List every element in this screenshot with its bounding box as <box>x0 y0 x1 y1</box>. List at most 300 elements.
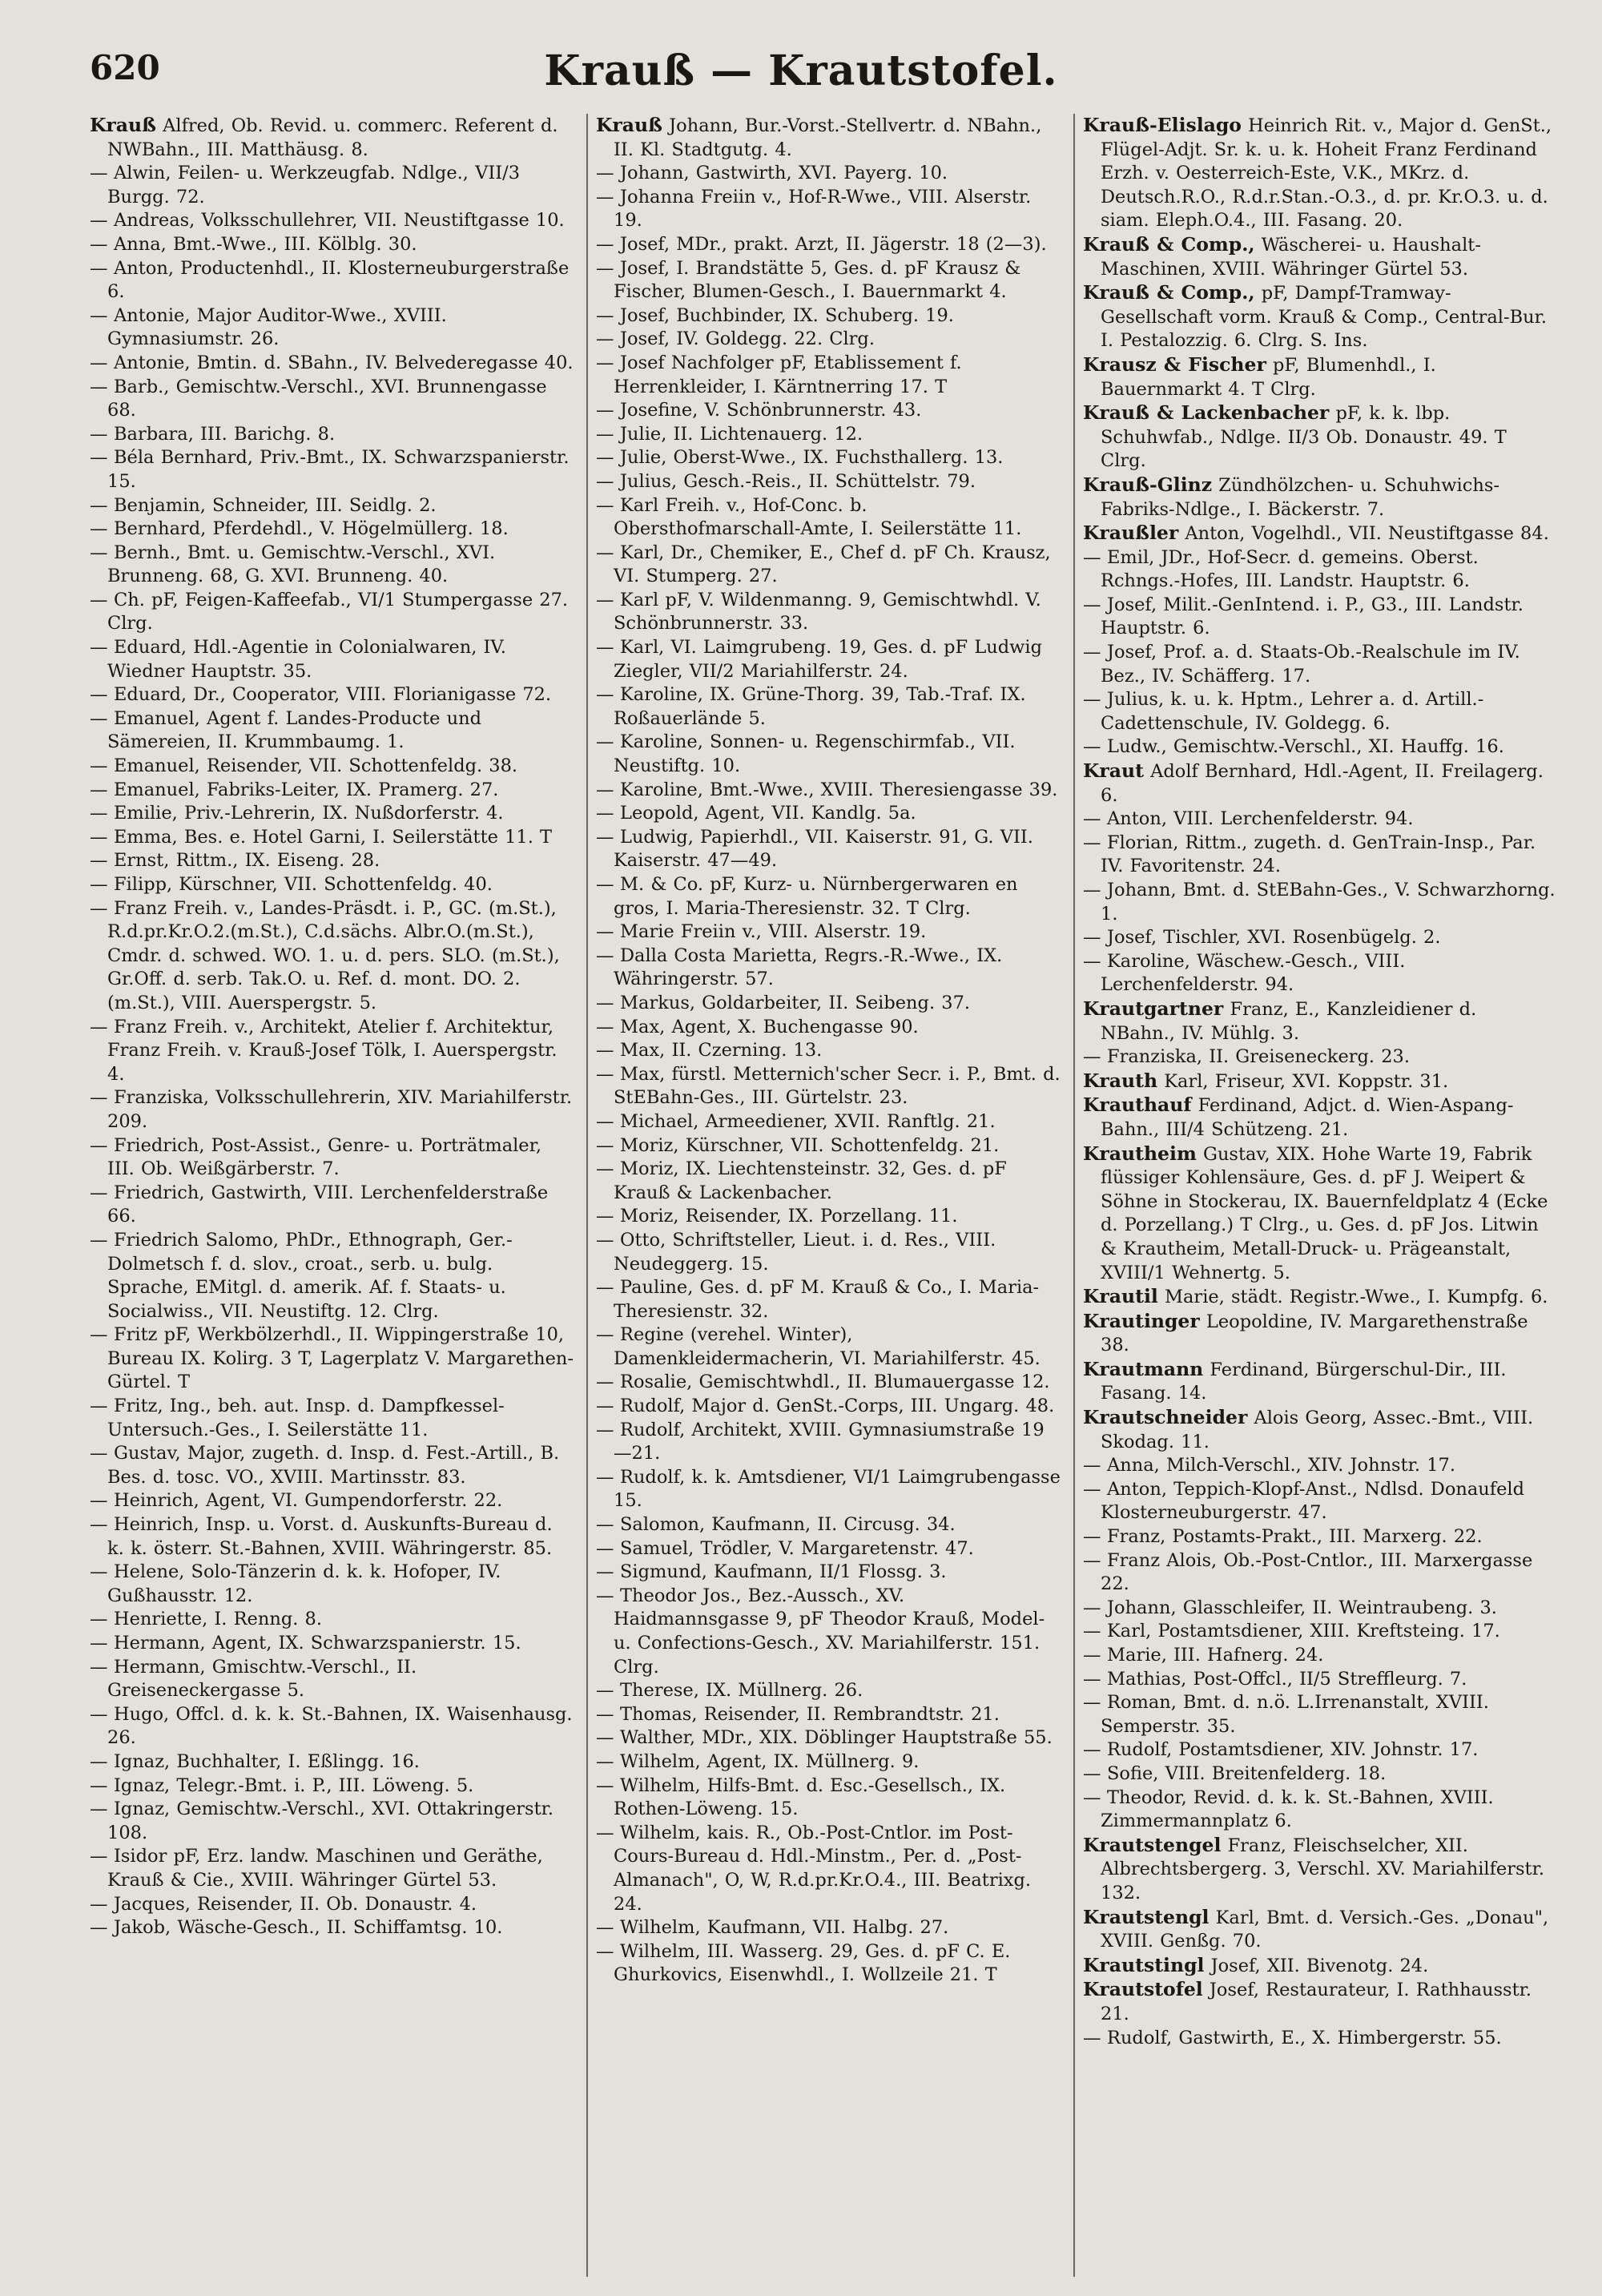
ditto-dash: — <box>596 1372 614 1393</box>
directory-entry <box>1083 1285 1556 1310</box>
entry-surname: Krautstingl <box>1083 1953 1205 1976</box>
directory-entry <box>90 1656 574 1703</box>
ditto-dash: — <box>90 826 108 848</box>
entry-details: pF, Blumenhdl., I. Bauernmarkt 4. T Clrg. <box>1101 354 1436 400</box>
directory-entry <box>90 589 574 636</box>
entry-surname: Krauthauf <box>1083 1094 1192 1117</box>
directory-entry <box>596 542 1061 589</box>
entry-details: Karl Freih. v., Hof-Conc. b. Obersthofmarschall-Amte, I. Seilerstätte 11. <box>614 494 1022 540</box>
entry-surname: Krautstengl <box>1083 1905 1210 1928</box>
ditto-dash: — <box>90 1774 108 1796</box>
directory-entry <box>596 1134 1061 1158</box>
entry-details: Heinrich, Insp. u. Vorst. d. Auskunfts-Bureau d. k. k. österr. St.-Bahnen, XVIII. Währingerstr. 85. <box>107 1514 553 1559</box>
ditto-dash: — <box>90 1893 108 1915</box>
page-header <box>0 42 1602 106</box>
ditto-dash: — <box>1083 1621 1101 1642</box>
entry-details: Ignaz, Gemischtw.-Verschl., XVI. Ottakringerstr. 108. <box>107 1799 554 1843</box>
directory-entry <box>1083 1310 1556 1358</box>
entry-details: Emil, JDr., Hof-Secr. d. gemeins. Oberst. Rchngs.-Hofes, III. Landstr. Hauptstr. 6. <box>1101 546 1479 592</box>
ditto-dash: — <box>90 589 108 610</box>
directory-entry <box>90 755 574 779</box>
entry-details: Max, Agent, X. Buchengasse 90. <box>620 1016 919 1037</box>
ditto-dash: — <box>596 423 614 445</box>
ditto-dash: — <box>90 874 108 895</box>
directory-entry <box>1083 1597 1556 1621</box>
ditto-dash: — <box>1083 832 1101 853</box>
directory-entry <box>596 873 1061 920</box>
directory-entry <box>90 1016 574 1087</box>
entry-surname: Krautgartner <box>1083 997 1224 1020</box>
ditto-dash: — <box>596 400 614 421</box>
entry-details: Henriette, I. Renng. 8. <box>114 1609 323 1630</box>
directory-entry <box>596 470 1061 494</box>
entry-details: Otto, Schriftsteller, Lieut. i. d. Res., VIII. Neudeggerg. 15. <box>614 1229 996 1275</box>
directory-entry <box>1083 926 1556 950</box>
directory-entry <box>596 802 1061 826</box>
entry-details: Antonie, Major Auditor-Wwe., XVIII. Gymnasiumstr. 26. <box>107 304 447 350</box>
directory-entry <box>90 1845 574 1892</box>
entry-details: Rudolf, k. k. Amtsdiener, VI/1 Laimgrubengasse 15. <box>614 1466 1061 1512</box>
entry-details: Josef, Restaurateur, I. Rathhausstr. 21. <box>1101 1980 1532 2024</box>
directory-entry <box>90 114 574 162</box>
ditto-dash: — <box>596 1537 614 1559</box>
directory-entry <box>1083 1691 1556 1738</box>
directory-entry <box>596 920 1061 945</box>
ditto-dash: — <box>1083 1786 1101 1808</box>
entry-details: Wilhelm, Kaufmann, VII. Halbg. 27. <box>620 1917 949 1939</box>
ditto-dash: — <box>1083 1597 1101 1618</box>
directory-entry <box>90 1561 574 1608</box>
entry-details: Leopoldine, IV. Margarethenstraße 38. <box>1101 1311 1528 1356</box>
entry-details: Emanuel, Agent f. Landes-Producte und Sämereien, II. Krummbaumg. 1. <box>107 707 481 753</box>
directory-entry <box>1083 1762 1556 1786</box>
column-3 <box>1073 114 1556 2277</box>
directory-entry <box>1083 1644 1556 1668</box>
directory-entry <box>90 162 574 209</box>
directory-entry <box>90 233 574 257</box>
directory-entry <box>90 1774 574 1799</box>
entry-details: Wilhelm, Hilfs-Bmt. d. Esc.-Gesellsch., IX. Rothen-Löweng. 15. <box>614 1774 1006 1820</box>
entry-details: Ferdinand, Adjct. d. Wien-Aspang-Bahn., III/4 Schützeng. 21. <box>1101 1095 1514 1140</box>
entry-details: Julius, Gesch.-Reis., II. Schüttelstr. 79. <box>620 470 976 492</box>
ditto-dash: — <box>596 1774 614 1796</box>
directory-entry <box>596 162 1061 186</box>
entry-details: Pauline, Ges. d. pF M. Krauß & Co., I. Maria-Theresienstr. 32. <box>614 1277 1040 1322</box>
ditto-dash: — <box>596 1917 614 1939</box>
entry-details: Julie, Oberst-Wwe., IX. Fuchsthallerg. 13. <box>620 447 1004 469</box>
ditto-dash: — <box>596 921 614 943</box>
entry-details: Ferdinand, Bürgerschul-Dir., III. Fasang. 14. <box>1101 1359 1507 1404</box>
entry-details: Theodor, Revid. d. k. k. St.-Bahnen, XVIII. Zimmermannplatz 6. <box>1101 1786 1494 1832</box>
entry-details: Julius, k. u. k. Hptm., Lehrer a. d. Artill.-Cadettenschule, IV. Goldegg. 6. <box>1101 689 1484 734</box>
directory-entry <box>90 1134 574 1182</box>
directory-entry <box>596 1419 1061 1466</box>
directory-entry <box>1083 808 1556 832</box>
entry-surname: Krautstengel <box>1083 1833 1222 1856</box>
directory-entry <box>596 399 1061 423</box>
entry-details: Alwin, Feilen- u. Werkzeugfab. Ndlge., VII/3 Burgg. 72. <box>107 163 521 207</box>
ditto-dash: — <box>90 376 108 397</box>
entry-details: Friedrich Salomo, PhDr., Ethnograph, Ger.-Dolmetsch f. d. slov., croat., serb. u. bulg. Sprache, EMitgl. d. amerik. Af. f. Staats- u. Socialwiss., VII. Neustiftg. 12. Clrg. <box>107 1229 513 1322</box>
ditto-dash: — <box>1083 1692 1101 1714</box>
directory-entry <box>596 114 1061 162</box>
ditto-dash: — <box>90 1396 108 1417</box>
directory-entry <box>596 1395 1061 1419</box>
directory-entry <box>596 1371 1061 1395</box>
ditto-dash: — <box>90 779 108 800</box>
entry-details: Jakob, Wäsche-Gesch., II. Schiffamtsg. 10. <box>114 1917 503 1939</box>
entry-details: pF, k. k. lbp. Schuhwfab., Ndlge. II/3 Ob. Donaustr. 49. T Clrg. <box>1101 403 1507 472</box>
ditto-dash: — <box>90 518 108 540</box>
entry-details: Franz, Fleischselcher, XII. Albrechtsbergerg. 3, Verschl. XV. Mariahilferstr. 132. <box>1101 1835 1545 1903</box>
entry-details: Zündhölzchen- u. Schuhwichs-Fabriks-Ndlge., I. Bäckerstr. 7. <box>1101 474 1499 520</box>
entry-details: Eduard, Dr., Cooperator, VIII. Florianigasse 72. <box>114 684 552 706</box>
directory-entry <box>1083 1358 1556 1406</box>
directory-entry <box>1083 641 1556 688</box>
entry-details: Josef, XII. Bivenotg. 24. <box>1210 1955 1429 1976</box>
ditto-dash: — <box>1083 927 1101 949</box>
entry-surname: Krauß <box>596 114 662 136</box>
ditto-dash: — <box>596 945 614 966</box>
ditto-dash: — <box>1083 1549 1101 1571</box>
entry-details: Wilhelm, kais. R., Ob.-Post-Cntlor. im Post-Cours-Bureau d. Hdl.-Minstm., Per. d. „Post-Almanach", O, W, R.d.pr.Kr.O.4., III. Beatrixg. 24. <box>614 1822 1032 1915</box>
directory-entry <box>596 446 1061 470</box>
entry-surname: Krautschneider <box>1083 1406 1248 1429</box>
entry-details: Eduard, Hdl.-Agentie in Colonialwaren, IV. Wiedner Hauptstr. 35. <box>107 637 506 682</box>
entry-surname: Kraut <box>1083 759 1144 783</box>
entry-details: Rudolf, Gastwirth, E., X. Himbergerstr. 55. <box>1107 2027 1502 2048</box>
directory-entry <box>1083 1954 1556 1979</box>
ditto-dash: — <box>596 1822 614 1843</box>
ditto-dash: — <box>596 874 614 895</box>
ditto-dash: — <box>90 1917 108 1939</box>
directory-entry <box>596 1916 1061 1940</box>
entry-details: Antonie, Bmtin. d. SBahn., IV. Belvederegasse 40. <box>114 352 574 373</box>
directory-entry <box>596 1822 1061 1916</box>
ditto-dash: — <box>1083 1455 1101 1476</box>
ditto-dash: — <box>596 304 614 326</box>
entry-details: Anna, Milch-Verschl., XIV. Johnstr. 17. <box>1107 1455 1456 1476</box>
directory-entry <box>596 1039 1061 1063</box>
entry-details: Josef, Tischler, XVI. Rosenbügelg. 2. <box>1107 927 1441 949</box>
directory-entry <box>596 731 1061 778</box>
directory-entry <box>1083 281 1556 353</box>
directory-entry <box>596 1537 1061 1561</box>
ditto-dash: — <box>1083 808 1101 830</box>
ditto-dash: — <box>90 684 108 706</box>
ditto-dash: — <box>596 1727 614 1749</box>
entry-surname: Krauß & Lackenbacher <box>1083 401 1330 425</box>
directory-entry <box>596 186 1061 233</box>
directory-entry <box>90 494 574 518</box>
directory-entry <box>1083 1738 1556 1762</box>
directory-entry <box>1083 522 1556 546</box>
ditto-dash: — <box>90 542 108 563</box>
ditto-dash: — <box>90 494 108 516</box>
entry-details: Josef, MDr., prakt. Arzt, II. Jägerstr. 18 (2—3). <box>620 233 1047 255</box>
directory-entry <box>1083 1834 1556 1906</box>
ditto-dash: — <box>596 352 614 373</box>
entry-details: Rudolf, Architekt, XVIII. Gymnasiumstraße 19—21. <box>614 1419 1045 1464</box>
directory-entry <box>90 779 574 803</box>
entry-details: Heinrich Rit. v., Major d. GenSt., Flügel-Adjt. Sr. k. u. k. Hoheit Franz Ferdinand Erzh. v. Oesterreich-Este, V.K., MKrz. d. Deutsch.R.O., R.d.r.Stan.-O.3., d. pr. Kr.O.3. u. d. siam. Eleph.O.4., III. Fasang. 20. <box>1101 115 1552 232</box>
entry-details: Samuel, Trödler, V. Margaretenstr. 47. <box>620 1537 974 1559</box>
entry-details: Rosalie, Gemischtwhdl., II. Blumauergasse 12. <box>620 1372 1050 1393</box>
ditto-dash: — <box>90 1561 108 1583</box>
ditto-dash: — <box>1083 1526 1101 1548</box>
directory-entry <box>1083 1406 1556 1454</box>
ditto-dash: — <box>1083 950 1101 972</box>
ditto-dash: — <box>1083 1668 1101 1690</box>
entry-details: Markus, Goldarbeiter, II. Seibeng. 37. <box>620 992 971 1013</box>
ditto-dash: — <box>90 1656 108 1678</box>
ditto-dash: — <box>596 470 614 492</box>
ditto-dash: — <box>90 1846 108 1867</box>
ditto-dash: — <box>1083 736 1101 758</box>
ditto-dash: — <box>596 1940 614 1962</box>
directory-entry <box>1083 735 1556 759</box>
ditto-dash: — <box>90 1324 108 1346</box>
entry-details: Max, II. Czerning. 13. <box>620 1040 823 1061</box>
entry-details: Bernhard, Pferdehdl., V. Högelmüllerg. 18. <box>114 518 509 540</box>
ditto-dash: — <box>596 1585 614 1606</box>
entry-details: Béla Bernhard, Priv.-Bmt., IX. Schwarzspanierstr. 15. <box>107 447 570 492</box>
entry-details: Josef, Buchbinder, IX. Schuberg. 19. <box>620 304 954 326</box>
entry-details: Therese, IX. Müllnerg. 26. <box>620 1680 863 1702</box>
entry-details: Emanuel, Fabriks-Leiter, IX. Pramerg. 27. <box>114 779 499 800</box>
entry-surname: Krautmann <box>1083 1357 1204 1380</box>
directory-entry <box>596 423 1061 447</box>
ditto-dash: — <box>90 1609 108 1630</box>
entry-details: Roman, Bmt. d. n.ö. L.Irrenanstalt, XVIII. Semperstr. 35. <box>1101 1692 1489 1737</box>
ditto-dash: — <box>1083 1739 1101 1761</box>
directory-entry <box>1083 2027 1556 2051</box>
ditto-dash: — <box>596 1016 614 1037</box>
directory-entry <box>596 1679 1061 1703</box>
directory-entry <box>1083 759 1556 808</box>
directory-entry <box>90 446 574 493</box>
directory-entry <box>90 518 574 542</box>
directory-entry <box>90 1608 574 1632</box>
entry-details: Karoline, Wäschew.-Gesch., VIII. Lerchenfelderstr. 94. <box>1101 950 1406 996</box>
ditto-dash: — <box>596 779 614 800</box>
entry-details: Anton, Productenhdl., II. Klosterneuburgerstraße 6. <box>107 257 570 303</box>
directory-entry <box>596 328 1061 352</box>
directory-entry <box>90 1395 574 1442</box>
ditto-dash: — <box>90 1750 108 1772</box>
ditto-dash: — <box>90 1134 108 1156</box>
ditto-dash: — <box>596 542 614 563</box>
directory-entry <box>596 1063 1061 1110</box>
page-title: Krauß — Krautstofel. <box>544 46 1058 95</box>
ditto-dash: — <box>596 1703 614 1725</box>
ditto-dash: — <box>596 1229 614 1251</box>
entry-details: Emma, Bes. e. Hotel Garni, I. Seilerstätte 11. T <box>114 826 553 848</box>
entry-details: Andreas, Volksschullehrer, VII. Neustiftgasse 10. <box>114 210 565 232</box>
directory-entry <box>90 1086 574 1134</box>
directory-entry <box>1083 594 1556 641</box>
page-number: 620 <box>90 48 160 87</box>
directory-entry <box>1083 879 1556 926</box>
entry-details: Fritz, Ing., beh. aut. Insp. d. Dampfkessel-Untersuch.-Ges., I. Seilerstätte 11. <box>107 1396 505 1440</box>
ditto-dash: — <box>90 423 108 445</box>
directory-entry <box>596 1466 1061 1513</box>
ditto-dash: — <box>90 1229 108 1251</box>
ditto-dash: — <box>90 447 108 469</box>
entry-details: Michael, Armeediener, XVII. Ranftlg. 21. <box>620 1110 996 1132</box>
entry-details: Theodor Jos., Bez.-Aussch., XV. Haidmannsgasse 9, pF Theodor Krauß, Model- u. Confections-Gesch., XV. Mariahilferstr. 151. Clrg. <box>614 1585 1045 1678</box>
entry-details: Mathias, Post-Offcl., II/5 Streffleurg. 7. <box>1107 1668 1467 1690</box>
entry-details: Ignaz, Telegr.-Bmt. i. P., III. Löweng. 5. <box>114 1774 474 1796</box>
entry-surname: Krautheim <box>1083 1142 1197 1165</box>
entry-details: Max, fürstl. Metternich'scher Secr. i. P., Bmt. d. StEBahn-Ges., III. Gürtelstr. 23. <box>614 1063 1061 1109</box>
directory-entry <box>1083 1668 1556 1692</box>
entry-details: Barbara, III. Barichg. 8. <box>114 423 336 445</box>
directory-entry <box>90 1489 574 1513</box>
ditto-dash: — <box>596 1206 614 1227</box>
entry-details: Benjamin, Schneider, III. Seidlg. 2. <box>114 494 437 516</box>
directory-entry <box>596 1110 1061 1134</box>
entry-details: Franziska, II. Greiseneckerg. 23. <box>1107 1046 1411 1068</box>
directory-entry <box>596 1276 1061 1323</box>
ditto-dash: — <box>596 589 614 610</box>
directory-entry <box>596 779 1061 803</box>
entry-details: Josef, Milit.-GenIntend. i. P., G3., III. Landstr. Hauptstr. 6. <box>1101 594 1524 639</box>
directory-entry <box>596 992 1061 1016</box>
entry-details: Johann, Glasschleifer, II. Weintraubeng. 3. <box>1107 1597 1497 1618</box>
entry-details: Helene, Solo-Tänzerin d. k. k. Hofoper, IV. Gußhausstr. 12. <box>107 1561 501 1606</box>
directory-entry <box>90 849 574 873</box>
entry-details: Franz, Postamts-Prakt., III. Marxerg. 22. <box>1107 1526 1483 1548</box>
ditto-dash: — <box>596 731 614 753</box>
entry-details: Franz Freih. v., Architekt, Atelier f. Architektur, Franz Freih. v. Krauß-Josef Tölk, I. Auerspergstr. 4. <box>107 1016 557 1085</box>
entry-details: Moriz, Kürschner, VII. Schottenfeldg. 21. <box>620 1134 1000 1156</box>
entry-surname: Krautil <box>1083 1285 1158 1308</box>
directory-entry <box>596 1703 1061 1727</box>
directory-entry <box>1083 353 1556 401</box>
entry-details: Heinrich, Agent, VI. Gumpendorferstr. 22. <box>114 1490 503 1512</box>
entry-details: Dalla Costa Marietta, Regrs.-R.-Wwe., IX. Währingerstr. 57. <box>614 945 1003 990</box>
directory-entry <box>596 304 1061 328</box>
directory-entry <box>596 1016 1061 1040</box>
directory-entry <box>90 707 574 755</box>
ditto-dash: — <box>596 1110 614 1132</box>
directory-entry <box>90 352 574 376</box>
directory-entry <box>1083 997 1556 1045</box>
ditto-dash: — <box>1083 546 1101 568</box>
ditto-dash: — <box>596 257 614 279</box>
entry-details: Josef, I. Brandstätte 5, Ges. d. pF Krausz & Fischer, Blumen-Gesch., I. Bauernmarkt 4. <box>614 257 1021 303</box>
entry-surname: Krauß-Elislago <box>1083 114 1242 136</box>
entry-details: Hugo, Offcl. d. k. k. St.-Bahnen, IX. Waisenhausg. 26. <box>107 1703 573 1749</box>
ditto-dash: — <box>596 1396 614 1417</box>
directory-entry <box>90 897 574 1016</box>
entry-details: Julie, II. Lichtenauerg. 12. <box>620 423 863 445</box>
directory-entry <box>90 683 574 707</box>
directory-entry <box>90 1323 574 1395</box>
ditto-dash: — <box>596 1561 614 1583</box>
ditto-dash: — <box>1083 642 1101 663</box>
entry-details: Wilhelm, Agent, IX. Müllnerg. 9. <box>620 1750 920 1772</box>
entry-details: Hermann, Gmischtw.-Verschl., II. Greiseneckergasse 5. <box>107 1656 417 1702</box>
entry-details: Johann, Gastwirth, XVI. Payerg. 10. <box>620 163 948 184</box>
entry-details: Friedrich, Post-Assist., Genre- u. Porträtmaler, III. Ob. Weißgärberstr. 7. <box>107 1134 542 1180</box>
entry-details: Johann, Bur.-Vorst.-Stellvertr. d. NBahn., II. Kl. Stadtgutg. 4. <box>614 115 1042 160</box>
entry-details: Anton, VIII. Lerchenfelderstr. 94. <box>1107 808 1414 830</box>
entry-details: Johann, Bmt. d. StEBahn-Ges., V. Schwarzhorng. 1. <box>1101 880 1556 924</box>
directory-entry <box>596 826 1061 873</box>
ditto-dash: — <box>596 233 614 255</box>
directory-entry <box>596 1513 1061 1537</box>
entry-details: Thomas, Reisender, II. Rembrandtstr. 21. <box>620 1703 1000 1725</box>
ditto-dash: — <box>596 1466 614 1488</box>
directory-entry <box>90 802 574 826</box>
ditto-dash: — <box>1083 1046 1101 1068</box>
column-2 <box>586 114 1067 2277</box>
entry-details: Rudolf, Postamtsdiener, XIV. Johnstr. 17. <box>1107 1739 1479 1761</box>
ditto-dash: — <box>90 304 108 326</box>
directory-entry <box>90 1513 574 1561</box>
directory-entry <box>1083 1094 1556 1142</box>
directory-entry <box>596 1323 1061 1371</box>
entry-details: Ignaz, Buchhalter, I. Eßlingg. 16. <box>114 1750 420 1772</box>
entry-details: Filipp, Kürschner, VII. Schottenfeldg. 40. <box>114 874 493 895</box>
ditto-dash: — <box>596 163 614 184</box>
directory-entry <box>90 1229 574 1323</box>
directory-entry <box>596 683 1061 731</box>
ditto-dash: — <box>90 1799 108 1820</box>
entry-details: Franz, E., Kanzleidiener d. NBahn., IV. Mühlg. 3. <box>1101 998 1477 1044</box>
entry-details: Karl pF, V. Wildenmanng. 9, Gemischtwhdl. V. Schönbrunnerstr. 33. <box>614 589 1041 634</box>
ditto-dash: — <box>90 1633 108 1654</box>
directory-entry <box>596 1585 1061 1679</box>
entry-details: Karl, Bmt. d. Versich.-Ges. „Donau", XVIII. Genßg. 70. <box>1101 1907 1549 1952</box>
entry-details: Sofie, VIII. Breitenfelderg. 18. <box>1107 1762 1387 1784</box>
directory-entry <box>1083 688 1556 735</box>
entry-details: Franz Alois, Ob.-Post-Cntlor., III. Marxergasse 22. <box>1101 1549 1533 1595</box>
entry-details: Karl, VI. Laimgrubeng. 19, Ges. d. pF Ludwig Ziegler, VII/2 Mariahilferstr. 24. <box>614 637 1043 682</box>
directory-entry <box>596 1750 1061 1774</box>
ditto-dash: — <box>1083 2027 1101 2048</box>
directory-entry <box>1083 233 1556 281</box>
directory-entry <box>1083 1620 1556 1644</box>
directory-entry <box>1083 1786 1556 1834</box>
entry-details: Karoline, Sonnen- u. Regenschirmfab., VII. Neustiftg. 10. <box>614 731 1016 777</box>
ditto-dash: — <box>596 1750 614 1772</box>
ditto-dash: — <box>90 637 108 659</box>
directory-entry <box>1083 114 1556 233</box>
ditto-dash: — <box>90 233 108 255</box>
ditto-dash: — <box>596 1040 614 1061</box>
directory-entry <box>596 257 1061 304</box>
directory-entry <box>90 376 574 423</box>
ditto-dash: — <box>596 992 614 1013</box>
entry-details: Hermann, Agent, IX. Schwarzspanierstr. 15. <box>114 1633 521 1654</box>
directory-entry <box>596 233 1061 257</box>
entry-surname: Krauß & Comp., <box>1083 281 1255 304</box>
directory-entry <box>1083 473 1556 522</box>
directory-entry <box>1083 1454 1556 1478</box>
entry-details: Josef, Prof. a. d. Staats-Ob.-Realschule im IV. Bez., IV. Schäfferg. 17. <box>1101 642 1520 687</box>
directory-columns <box>90 114 1556 2277</box>
entry-details: Ch. pF, Feigen-Kaffeefab., VI/1 Stumpergasse 27. Clrg. <box>107 589 569 634</box>
directory-entry <box>90 304 574 352</box>
directory-entry <box>1083 1478 1556 1525</box>
directory-entry <box>596 1205 1061 1229</box>
directory-entry <box>90 826 574 850</box>
entry-details: Josef Nachfolger pF, Etablissement f. Herrenkleider, I. Kärntnerring 17. T <box>614 352 962 397</box>
entry-details: Leopold, Agent, VII. Kandlg. 5a. <box>620 803 916 824</box>
